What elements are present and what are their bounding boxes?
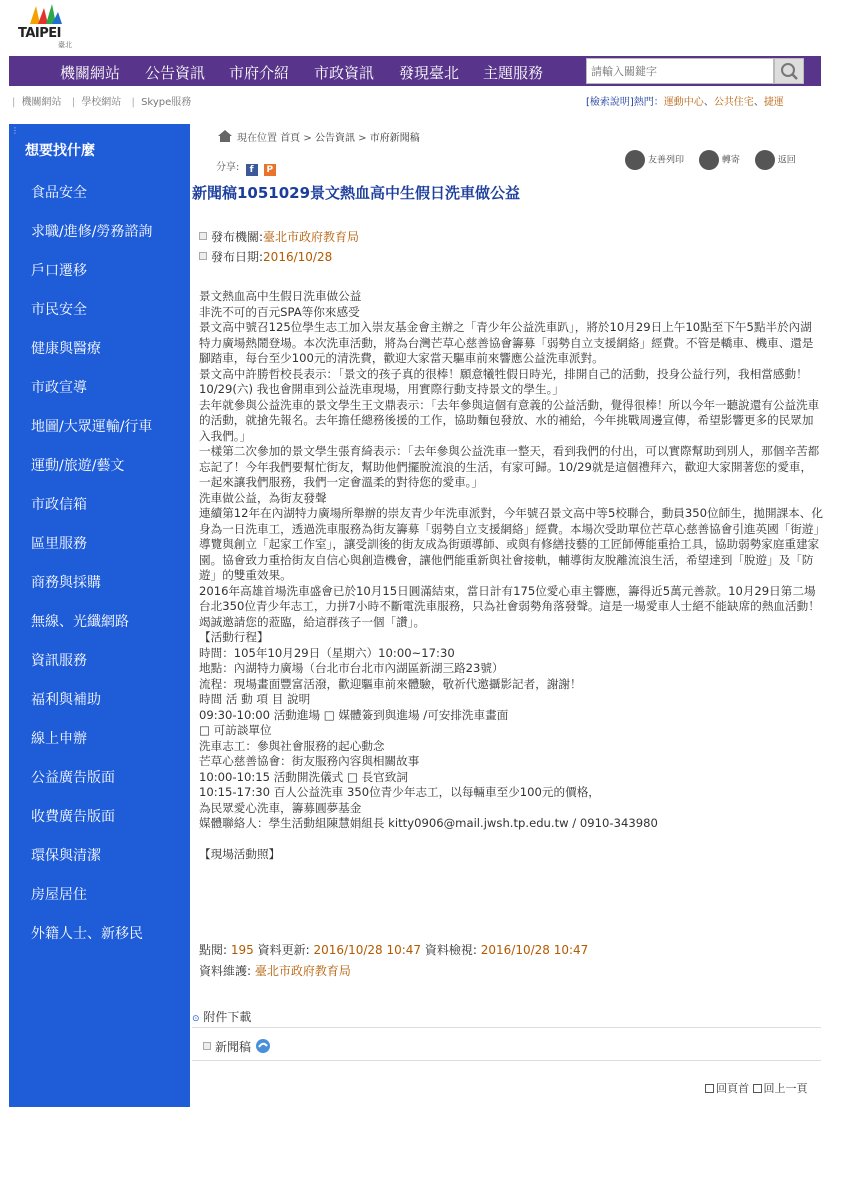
logo-text: TAIPEI bbox=[18, 26, 62, 41]
bullet-icon bbox=[203, 1042, 211, 1050]
article-line: 景文高中號召125位學生志工加入崇友基金會主辦之「青少年公益洗車趴」，將於10月29日上午10點至下午5點半於內湖特力廣場熱鬧登場。本次洗車活動，將為台灣芒草心慈善協會籌募「弱勢自立支援網絡」經費。不管是轎車、機車、還是腳踏車，每台至少100元的清洗費，歡迎大家當天驅車前來響應公益洗車派對。 bbox=[199, 320, 814, 365]
divider: | bbox=[12, 97, 16, 108]
article-line: 去年就參與公益洗車的景文學生王文鼎表示：「去年參與這個有意義的公益活動，覺得很棒！所以今年一聽說還有公益洗車的活動，就搶先報名。去年擔任總務後援的工作，協助麵包發放、水的補給，今年挑戰周邊宣傳，希望影響更多的民眾加入我們。」 bbox=[199, 397, 820, 443]
article-line: 【現場活動照】 bbox=[199, 846, 281, 861]
sublink-agencies[interactable]: 機關網站 bbox=[21, 97, 62, 108]
article-line: 時間：105年10月29日（星期六）10:00~17:30 bbox=[199, 645, 455, 660]
breadcrumb bbox=[217, 129, 420, 144]
back-button[interactable] bbox=[755, 150, 796, 170]
article-line: 流程：現場畫面豐富活潑，歡迎驅車前來體驗，敬祈代邀攝影記者，謝謝！ bbox=[199, 676, 582, 691]
date-value: 2016/10/28 bbox=[263, 250, 333, 264]
updated-value: 2016/10/28 10:47 bbox=[313, 943, 422, 957]
date-label: 發布日期: bbox=[211, 250, 264, 264]
sidebar-item-environment[interactable]: 環保與清潔 bbox=[31, 848, 101, 864]
back-to-top-link[interactable]: 回頁首 bbox=[716, 1082, 749, 1095]
sidebar-item-food-safety[interactable]: 食品安全 bbox=[31, 185, 87, 201]
article-line: 非洗不可的百元SPA等你來感受 bbox=[199, 304, 360, 319]
sidebar-item-health[interactable]: 健康與醫療 bbox=[31, 341, 101, 357]
bullet-icon bbox=[199, 252, 207, 260]
circle-bullet-icon: ⊙ bbox=[192, 1014, 200, 1024]
footer-links bbox=[705, 1080, 808, 1096]
article-line: 為民眾愛心洗車，籌募圓夢基金 bbox=[199, 800, 362, 815]
print-label: 友善列印 bbox=[648, 155, 685, 166]
nav-item-announcements[interactable]: 公告資訊 bbox=[145, 64, 206, 82]
breadcrumb-arrow: > bbox=[358, 133, 367, 144]
search-input[interactable] bbox=[586, 58, 774, 84]
sidebar-item-foreigners[interactable]: 外籍人士、新移民 bbox=[31, 926, 143, 942]
search-button[interactable] bbox=[774, 58, 804, 84]
sidebar-item-housing[interactable]: 房屋居住 bbox=[31, 887, 87, 903]
article-line: 媒體聯絡人：學生活動組陳慧娟組長 kitty0906@mail.jwsh.tp.edu.tw / 0910-343980 bbox=[199, 816, 658, 830]
divider: | bbox=[71, 97, 76, 108]
article-line: 時間 活 動 項 目 說明 bbox=[199, 692, 311, 706]
bullet-icon bbox=[199, 232, 207, 240]
home-icon bbox=[217, 129, 233, 143]
hot-link-sports[interactable]: 運動中心 bbox=[663, 97, 704, 108]
attachments-title: 附件下載 bbox=[203, 1010, 252, 1024]
nav-item-city-info[interactable]: 市政資訊 bbox=[314, 64, 375, 82]
sidebar-item-wireless[interactable]: 無線、光纖網路 bbox=[31, 614, 129, 630]
sidebar-item-tourism[interactable]: 運動/旅遊/藝文 bbox=[31, 458, 125, 474]
taipei-logo[interactable] bbox=[14, 4, 74, 50]
sidebar-item-mailbox[interactable]: 市政信箱 bbox=[31, 497, 87, 513]
hot-separator: 、 bbox=[703, 97, 714, 108]
hot-link-housing[interactable]: 公共住宅 bbox=[713, 97, 754, 108]
facebook-icon[interactable]: f bbox=[246, 164, 258, 176]
reviewed-value: 2016/10/28 10:47 bbox=[480, 943, 589, 957]
plurk-icon[interactable]: P bbox=[264, 164, 276, 176]
article-line bbox=[199, 832, 823, 847]
article-line: 2016年高雄首場洗車盛會已於10月15日圓滿結束，當日計有175位愛心車主響應，籌得近5萬元善款。10月29日第二場台北350位青少年志工，力拼7小時不斷電洗車服務，只為社會弱勢角落發聲。這是一場愛車人士絕不能缺席的熱血活動！竭誠邀請您的蒞臨，給這群孩子一個「讚」。 bbox=[199, 583, 820, 629]
nav-item-discover[interactable]: 發現臺北 bbox=[399, 64, 460, 82]
divider bbox=[192, 1027, 821, 1028]
mail-icon bbox=[699, 150, 719, 170]
logo-sub: 臺北 bbox=[58, 41, 72, 49]
article-line: □ 可訪談單位 bbox=[199, 723, 272, 737]
sidebar-item-household[interactable]: 戶口遷移 bbox=[31, 263, 87, 279]
sidebar-item-paid-ads[interactable]: 收費廣告版面 bbox=[31, 809, 115, 825]
sidebar-item-safety[interactable]: 市民安全 bbox=[31, 302, 87, 318]
logo-mark-icon bbox=[26, 4, 62, 26]
date-row bbox=[199, 248, 332, 265]
sidebar-item-info-services[interactable]: 資訊服務 bbox=[31, 653, 87, 669]
article-line: 洗車志工：參與社會服務的起心動念 bbox=[199, 738, 385, 753]
article-line: 連續第12年在內湖特力廣場所舉辦的崇友青少年洗車派對，今年號召景文高中等5校聯合，動員350位師生，拋開課本、化身為一日洗車工，透過洗車服務為街友籌募「弱勢自立支援網絡」經費。本場次受助單位芒草心慈善協會引進英國「街遊」導覽與創立「起家工作室」，讓受訓後的街友成為街頭導師、或與有修繕技藝的工匠師傅能重拾工具，協助弱勢家庭重建家園。協會致力重拾街友自信心與創造機會，讓他們能重新與社會接軌，輔導街友脫離流浪生活，希望達到「脫遊」及「防遊」的雙重效果。 bbox=[199, 506, 823, 582]
breadcrumb-announcements[interactable]: 公告資訊 bbox=[314, 133, 355, 144]
article-line: 09:30-10:00 活動進場 □ 媒體簽到與進場 /可安排洗車畫面 bbox=[199, 707, 509, 722]
hits-label: 點閱: bbox=[199, 943, 228, 957]
article-line: 10:00-10:15 活動開洗儀式 □ 長官致詞 bbox=[199, 769, 408, 784]
search-explain-link[interactable]: [檢索說明] bbox=[586, 97, 634, 108]
divider bbox=[192, 1060, 821, 1061]
attachment-link[interactable]: 新聞稿 bbox=[215, 1040, 252, 1054]
sidebar-item-jobs[interactable]: 求職/進修/勞務諮詢 bbox=[31, 224, 153, 240]
attachments-heading bbox=[192, 1008, 251, 1025]
download-icon[interactable] bbox=[255, 1038, 271, 1054]
sidebar-dots: ⋮ bbox=[11, 126, 19, 135]
hot-separator: 、 bbox=[753, 97, 764, 108]
sidebar-item-online[interactable]: 線上申辦 bbox=[31, 731, 87, 747]
up-arrow-icon bbox=[705, 1084, 714, 1093]
publisher-row bbox=[199, 228, 359, 245]
back-arrow-icon bbox=[755, 150, 775, 170]
sidebar-item-promotion[interactable]: 市政宣導 bbox=[31, 380, 87, 396]
attachment-item[interactable] bbox=[203, 1038, 271, 1055]
forward-label: 轉寄 bbox=[721, 155, 740, 166]
page-title: 新聞稿1051029景文熱血高中生假日洗車做公益 bbox=[192, 184, 521, 202]
printer-icon bbox=[625, 150, 645, 170]
article-line: 10:15-17:30 百人公益洗車 350位青少年志工，以每輛車至少100元的價格， bbox=[199, 785, 600, 799]
article-line: 芒草心慈善協會：街友服務內容與相關故事 bbox=[199, 754, 420, 768]
sublink-schools[interactable]: 學校網站 bbox=[81, 97, 122, 108]
publisher-label: 發布機關: bbox=[211, 230, 264, 244]
sidebar-item-public-ads[interactable]: 公益廣告版面 bbox=[31, 770, 115, 786]
page-tools bbox=[625, 150, 808, 170]
reviewed-label: 資料檢視: bbox=[424, 943, 477, 957]
breadcrumb-label: 現在位置 bbox=[237, 133, 277, 144]
article-line: 景文熱血高中生假日洗車做公益 bbox=[199, 289, 362, 303]
back-label: 返回 bbox=[777, 155, 796, 166]
article-line: 景文高中許勝哲校長表示：「景文的孩子真的很棒！願意犧牲假日時光，排開自己的活動，投身公益行列，我相當感動！10/29(六) 我也會開車到公益洗車現場，用實際行動支持景文的學生。」 bbox=[199, 366, 808, 396]
sidebar-item-welfare[interactable]: 福利與補助 bbox=[31, 692, 101, 708]
share-bar bbox=[216, 158, 276, 176]
hot-label: 熱門： bbox=[633, 97, 664, 108]
forward-button[interactable] bbox=[699, 150, 740, 170]
sidebar-title: 想要找什麼 bbox=[25, 143, 95, 159]
article-body bbox=[199, 289, 823, 862]
sub-links bbox=[8, 93, 194, 108]
article-line: 一樣第二次參加的景文學生張育綺表示：「去年參與公益洗車一整天，看到我們的付出，可以實際幫助到別人，那個辛苦都忘記了！今年我們要幫忙街友，幫助他們擺脫流浪的生活，有家可歸。10/29就是這個禮拜六，歡迎大家開著您的愛車，一起來讓我們服務，我們一定會溫柔的對待您的愛車。」 bbox=[199, 444, 820, 489]
up-arrow-icon bbox=[753, 1084, 762, 1093]
hot-keywords bbox=[586, 93, 784, 108]
sidebar-item-transport[interactable]: 地圖/大眾運輸/行車 bbox=[31, 419, 153, 435]
sidebar bbox=[9, 124, 190, 1107]
publisher-value: 臺北市政府教育局 bbox=[263, 230, 360, 244]
breadcrumb-arrow: > bbox=[303, 133, 312, 144]
updated-label: 資料更新: bbox=[257, 943, 310, 957]
breadcrumb-press[interactable]: 市府新聞稿 bbox=[369, 133, 420, 144]
nav-item-city-intro[interactable]: 市府介紹 bbox=[229, 64, 290, 82]
sublink-skype[interactable]: Skype服務 bbox=[141, 97, 192, 108]
sidebar-item-business[interactable]: 商務與採購 bbox=[31, 575, 101, 591]
search-icon bbox=[775, 59, 803, 83]
article-line: 地點：內湖特力廣場（台北市台北市內湖區新湖三路23號） bbox=[199, 661, 504, 675]
print-button[interactable] bbox=[625, 150, 684, 170]
nav-item-services[interactable]: 主題服務 bbox=[483, 64, 544, 82]
divider: | bbox=[131, 97, 135, 108]
article-line: 【活動行程】 bbox=[199, 630, 269, 644]
hot-link-mrt[interactable]: 捷運 bbox=[763, 97, 784, 108]
page-stats bbox=[199, 940, 588, 982]
maintainer-label: 資料維護: bbox=[199, 964, 252, 978]
previous-page-link[interactable]: 回上一頁 bbox=[763, 1082, 808, 1095]
hits-value: 195 bbox=[230, 943, 254, 957]
share-label: 分享: bbox=[216, 162, 240, 173]
breadcrumb-home[interactable]: 首頁 bbox=[280, 133, 301, 144]
maintainer-value: 臺北市政府教育局 bbox=[254, 964, 351, 978]
article-line: 洗車做公益，為街友發聲 bbox=[199, 490, 327, 505]
nav-item-agencies[interactable]: 機關網站 bbox=[60, 64, 121, 82]
sidebar-item-district[interactable]: 區里服務 bbox=[31, 536, 87, 552]
